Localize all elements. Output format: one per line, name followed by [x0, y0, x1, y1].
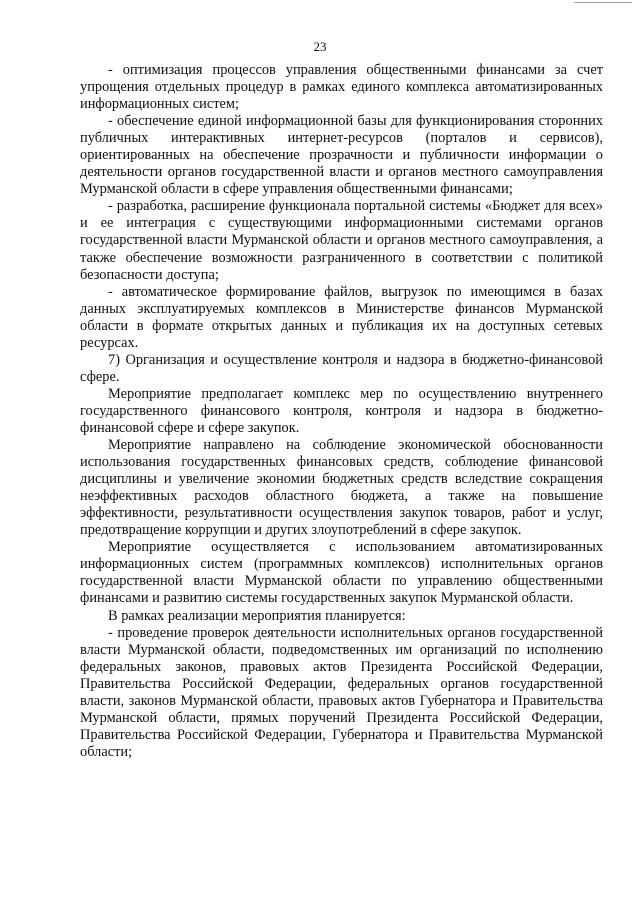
paragraph-inspections: - проведение проверок деятельности исполнительных органов государственной власти Мурманской области, подведомственных им организаций по исполнению федеральных законов, правовых актов Президента Российской Федерации, Правительства Российской Федерации, федеральных органов государственной власти, законов Мурманской области, правовых актов Губернатора и Правительства Мурманской области, прямых поручений Президента Российской Федерации, Правительства Российской Федерации, Губернатора и Правительства Мурманской области; — [80, 624, 603, 760]
paragraph-open-data: - автоматическое формирование файлов, выгрузок по имеющимся в базах данных эксплуатируемых комплексов в Министерстве финансов Мурманской области в формате открытых данных и публикация их на доступных сетевых ресурсах. — [80, 283, 603, 351]
paragraph-optimization: - оптимизация процессов управления общественными финансами за счет упрощения отдельных процедур в рамках единого комплекса автоматизированных информационных систем; — [80, 62, 603, 113]
paragraph-information-base: - обеспечение единой информационной базы для функционирования сторонних публичных интерактивных интернет-ресурсов (порталов и сервисов), ориентированных на обеспечение прозрачности и публичности информации о деятельности органов государственной власти и органов местного самоуправления Мурманской области в сфере управления общественными финансами; — [80, 113, 603, 198]
paragraph-control-heading: 7) Организация и осуществление контроля и надзора в бюджетно-финансовой сфере. — [80, 351, 603, 385]
paragraph-budget-portal: - разработка, расширение функционала портальной системы «Бюджет для всех» и ее интеграция с существующими информационными системами органов государственной власти Мурманской области и органов местного самоуправления, а также обеспечение возможности разграниченного в соответствии с политикой безопасности доступа; — [80, 198, 603, 283]
document-body — [80, 62, 603, 761]
paragraph-measure-description: Мероприятие предполагает комплекс мер по осуществлению внутреннего государственного финансового контроля, контроля и надзора в бюджетно-финансовой сфере и сфере закупок. — [80, 385, 603, 436]
paragraph-information-systems: Мероприятие осуществляется с использованием автоматизированных информационных систем (программных комплексов) исполнительных органов государственной власти Мурманской области по управлению общественными финансами и развитию системы государственных закупок Мурманской области. — [80, 539, 603, 607]
scan-corner-mark — [574, 2, 632, 3]
paragraph-measure-goal: Мероприятие направлено на соблюдение экономической обоснованности использования государственных финансовых средств, соблюдение финансовой дисциплины и увеличение экономии бюджетных средств вследствие сокращения неэффективных расходов областного бюджета, а также на повышение эффективности, результативности осуществления закупок товаров, работ и услуг, предотвращение коррупции и других злоупотреблений в сфере закупок. — [80, 437, 603, 539]
page-number: 23 — [313, 39, 327, 54]
paragraph-planned: В рамках реализации мероприятия планируется: — [108, 607, 406, 624]
